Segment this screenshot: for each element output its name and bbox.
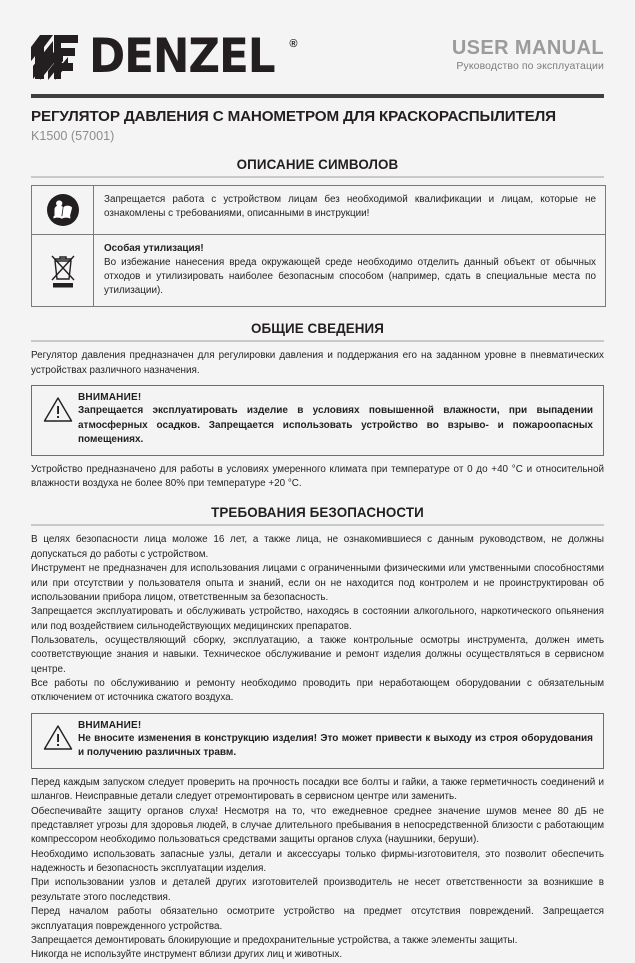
section-rule [31, 176, 604, 178]
paragraph: Запрещается демонтировать блокирующие и предохранительные устройства, а также элементы защиты. [31, 934, 518, 946]
manual-title-ru: Руководство по эксплуатации [456, 60, 604, 72]
paragraph: Устройство предназначено для работы в условиях умеренного климата при температуре от 0 до +40 °C и относительной влажности воздуха не более 80% при температуре +20 °C. [31, 463, 604, 490]
symbol-icon-cell [32, 186, 94, 234]
paragraph: Пользователь, осуществляющий сборку, эксплуатацию, а также контрольные осмотры инструмента, должен иметь соответствующие знания и навыки. Техническое обслуживание и ремонт изделия должны осуществляться в сервисном центре. [31, 634, 604, 675]
paragraph: При использовании узлов и деталей других изготовителей производитель не несет ответственности за возникшие в результате этого последствия. [31, 877, 604, 903]
general-intro-block [31, 349, 604, 378]
symbol-text-cell [94, 235, 605, 306]
paragraph: Перед каждым запуском следует проверить на прочность посадки все болты и гайки, а также герметичность соединений и шлангов. Неисправные детали следует отремонтировать в сервисном центре или заменить. [31, 776, 604, 803]
warning-body [76, 720, 593, 761]
table-row [32, 235, 605, 306]
warning-triangle-icon [43, 724, 73, 751]
paragraph: Запрещается эксплуатировать и обслуживать устройство, находясь в состоянии алкогольного, наркотического опьянения или под воздействием сильнодействующих медицинских препаратов. [31, 606, 604, 632]
symbol-heading: Особая утилизация! [104, 243, 204, 254]
warning-box-safety [31, 713, 604, 769]
paragraph: В целях безопасности лица моложе 16 лет, а также лица, не ознакомившиеся с данным руководством, не должны допускаться до работы с устройством. [31, 534, 604, 560]
section-general-info [31, 321, 604, 491]
weee-crossed-bin-icon [46, 251, 80, 291]
brand-name: DENZEL [89, 29, 275, 85]
paragraph: Регулятор давления предназначен для регулировки давления и поддержания его на заданном уровне в пневматических устройствах различного назначения. [31, 350, 604, 376]
safety-paragraphs-after [31, 776, 604, 963]
warning-title: ВНИМАНИЕ! [78, 391, 142, 403]
table-row [32, 186, 605, 235]
denzel-logo-mark-icon [31, 33, 83, 81]
warning-text: Запрещается эксплуатировать изделие в условиях повышенной влажности, при выпадении атмосферных осадков. Запрещается использовать устройство во взрыво- и пожароопасных помещениях. [78, 404, 593, 446]
paragraph: Обеспечивайте защиту органов слуха! Несмотря на то, что ежедневное среднее значение шумов менее 80 дБ не представляет угрозы для здоровья людей, в случае длительного пребывания в непосредственной близости с работающим компрессором необходимо пользоваться средствами защиты органов слуха (наушники, беруши). [31, 805, 604, 846]
paragraph: Все работы по обслуживанию и ремонту необходимо проводить при неработающем оборудовании с обязательным отключением от источника сжатого воздуха. [31, 678, 604, 704]
warning-triangle-icon [43, 396, 73, 423]
warning-icon-wrapper [40, 720, 76, 751]
read-manual-icon [45, 192, 81, 228]
page-title: РЕГУЛЯТОР ДАВЛЕНИЯ С МАНОМЕТРОМ ДЛЯ КРАСКОРАСПЫЛИТЕЛЯ [31, 108, 556, 125]
brand-logo [31, 29, 298, 85]
manual-title-en: USER MANUAL [451, 37, 604, 59]
section-heading-general: ОБЩИЕ СВЕДЕНИЯ [250, 321, 385, 337]
product-model: K1500 (57001) [31, 129, 115, 143]
header-divider-rule [31, 94, 604, 98]
section-rule [31, 524, 604, 526]
paragraph: Перед началом работы обязательно осмотрите устройство на предмет отсутствия повреждений. Запрещается эксплуатация поврежденного устройства. [31, 906, 604, 932]
section-heading-symbols: ОПИСАНИЕ СИМВОЛОВ [236, 157, 399, 172]
warning-body [76, 392, 593, 448]
section-heading-safety: ТРЕБОВАНИЯ БЕЗОПАСНОСТИ [211, 505, 424, 521]
warning-title: ВНИМАНИЕ! [78, 719, 142, 731]
symbol-description: Запрещается работа с устройством лицам без необходимой квалификации и лицам, которые не ознакомлены с требованиями, описанными в инструкции! [104, 194, 596, 220]
symbol-icon-cell [32, 235, 94, 306]
warning-box-general [31, 385, 604, 456]
warning-text: Не вносите изменения в конструкцию изделия! Это может привести к выходу из строя оборудования и получению различных травм. [78, 732, 593, 759]
manual-label-group [452, 38, 604, 76]
registered-trademark-symbol: ® [289, 38, 298, 51]
symbol-text-cell [94, 186, 605, 234]
warning-icon-wrapper [40, 392, 76, 423]
paragraph: Инструмент не предназначен для использования лицами с ограниченными физическими или умственными способностями или при отсутствии у пользователя опыта и знаний, если он не находится под контролем и не проинструктирован об использовании прибора лицом, ответственным за безопасность. [31, 563, 604, 603]
symbols-table [31, 185, 606, 307]
brand-wordmark [89, 29, 298, 85]
safety-paragraphs-before [31, 533, 604, 705]
general-outro-block [31, 463, 604, 492]
section-safety-requirements [31, 505, 604, 962]
section-rule [31, 340, 604, 342]
paragraph: Никогда не используйте инструмент вблизи других лиц и животных. [31, 949, 343, 961]
section-symbols [31, 157, 604, 307]
paragraph: Необходимо использовать запасные узлы, детали и аксессуары только фирмы-изготовителя, это позволит обеспечить надежность и безопасность эксплуатации изделия. [31, 848, 604, 875]
document-header [31, 0, 604, 92]
symbol-description: Во избежание нанесения вреда окружающей среде необходимо отделить данный объект от обычных отходов и утилизировать наиболее безопасным способом (например, сдать в специальные места по утилизации). [104, 257, 596, 297]
